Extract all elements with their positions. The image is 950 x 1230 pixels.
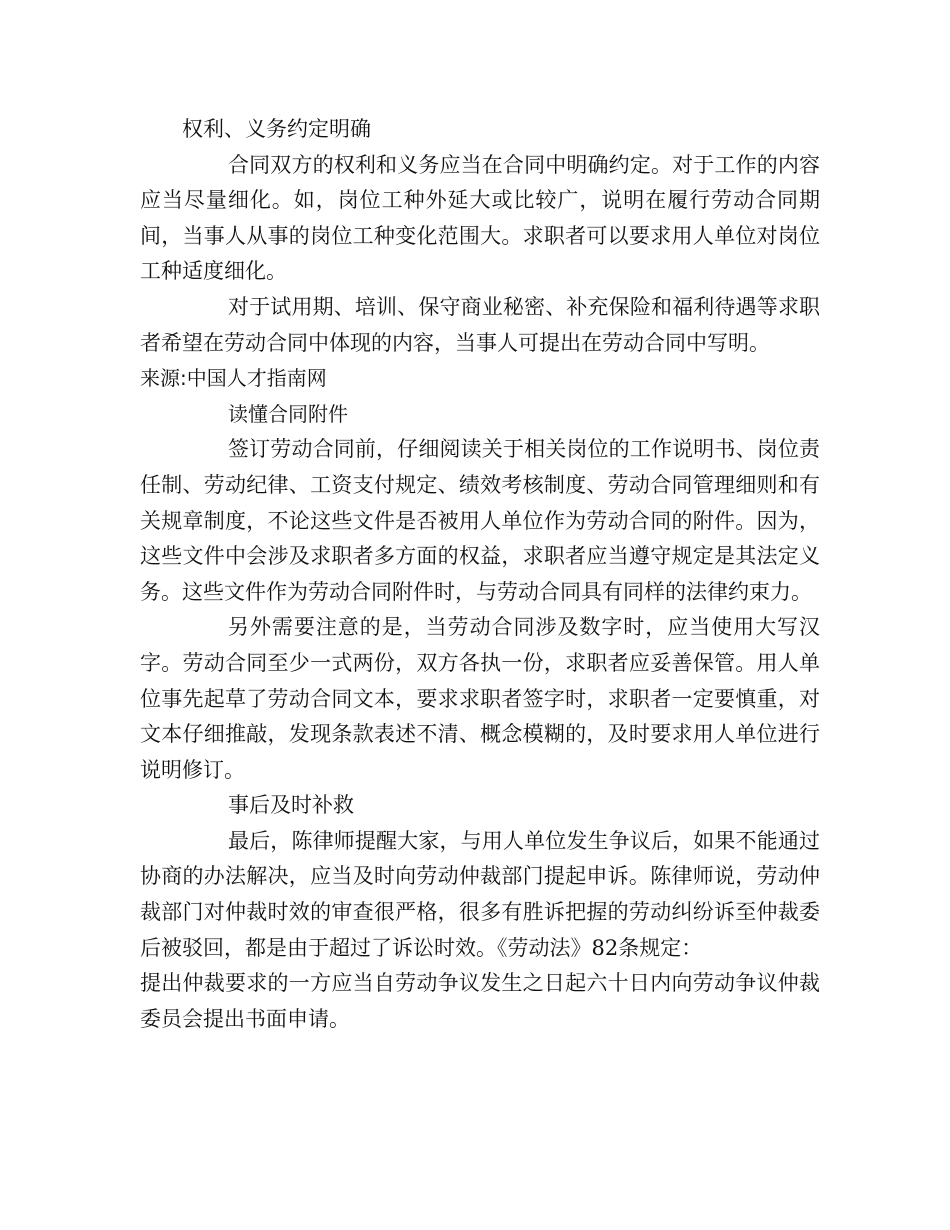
paragraph-rights-detail: 合同双方的权利和义务应当在合同中明确约定。对于工作的内容应当尽量细化。如，岗位工种外延大或比较广，说明在履行劳动合同期间，当事人从事的岗位工种变化范围大。求职者可以要求用人单位对岗位工种适度细化。: [140, 152, 820, 284]
document-body: [140, 112, 820, 1037]
paragraph-attachments-detail: 签订劳动合同前，仔细阅读关于相关岗位的工作说明书、岗位责任制、劳动纪律、工资支付规定、绩效考核制度、劳动合同管理细则和有关规章制度，不论这些文件是否被用人单位作为劳动合同的附件。因为，这些文件中会涉及求职者多方面的权益，求职者应当遵守规定是其法定义务。这些文件作为劳动合同附件时，与劳动合同具有同样的法律约束力。: [140, 437, 820, 604]
heading-rights-obligations: 权利、义务约定明确: [182, 117, 371, 141]
paragraph-rights-probation: 对于试用期、培训、保守商业秘密、补充保险和福利待遇等求职者希望在劳动合同中体现的内容，当事人可提出在劳动合同中写明。: [140, 294, 820, 355]
heading-remedy: 事后及时补救: [228, 793, 354, 818]
paragraph-attachments-notes: 另外需要注意的是，当劳动合同涉及数字时，应当使用大写汉字。劳动合同至少一式两份，双方各执一份，求职者应妥善保管。用人单位事先起草了劳动合同文本，要求求职者签字时，求职者一定要慎重，对文本仔细推敲，发现条款表述不清、概念模糊的，及时要求用人单位进行说明修订。: [140, 615, 820, 782]
heading-read-attachments: 读懂合同附件: [228, 401, 348, 426]
source-line: 来源:中国人才指南网: [140, 366, 327, 391]
paragraph-remedy-rule: 提出仲裁要求的一方应当自劳动争议发生之日起六十日内向劳动争议仲裁委员会提出书面申请。: [140, 971, 820, 1031]
paragraph-remedy-detail: 最后，陈律师提醒大家，与用人单位发生争议后，如果不能通过协商的办法解决，应当及时向劳动仲裁部门提起申诉。陈律师说，劳动仲裁部门对仲裁时效的审查很严格，很多有胜诉把握的劳动纠纷诉至仲裁委后被驳回，都是由于超过了诉讼时效。《劳动法》82条规定：: [140, 828, 820, 960]
